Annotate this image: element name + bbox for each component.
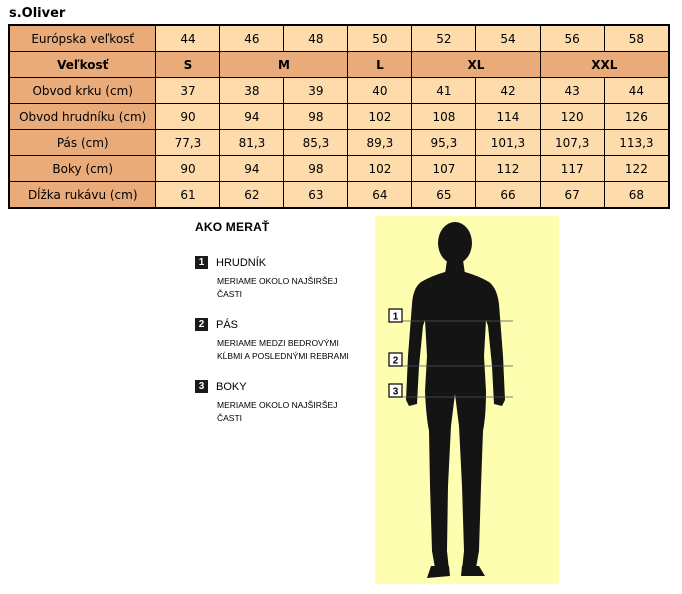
table-cell: 52 bbox=[412, 25, 476, 52]
table-cell: 102 bbox=[348, 156, 412, 182]
body-silhouette bbox=[406, 222, 505, 578]
table-cell: 58 bbox=[604, 25, 669, 52]
table-cell: 102 bbox=[348, 104, 412, 130]
table-cell: 114 bbox=[476, 104, 540, 130]
guide-title: AKO MERAŤ bbox=[195, 220, 270, 234]
step-name: HRUDNÍK bbox=[216, 256, 267, 269]
table-cell: 68 bbox=[604, 182, 669, 209]
table-cell: 117 bbox=[540, 156, 604, 182]
table-cell: 120 bbox=[540, 104, 604, 130]
size-cell: L bbox=[348, 52, 412, 78]
row-label: Veľkosť bbox=[9, 52, 156, 78]
marker-3-label: 3 bbox=[392, 386, 399, 398]
table-cell: 90 bbox=[156, 156, 220, 182]
table-cell: 66 bbox=[476, 182, 540, 209]
row-label: Obvod krku (cm) bbox=[9, 78, 156, 104]
table-cell: 43 bbox=[540, 78, 604, 104]
step-description: MERIAME MEDZI BEDROVÝMI KĹBMI A POSLEDNÝMI REBRAMI bbox=[217, 338, 349, 361]
marker-2-label: 2 bbox=[392, 355, 399, 367]
table-cell: 48 bbox=[284, 25, 348, 52]
table-cell: 63 bbox=[284, 182, 348, 209]
table-cell: 101,3 bbox=[476, 130, 540, 156]
table-cell: 107,3 bbox=[540, 130, 604, 156]
table-cell: 44 bbox=[156, 25, 220, 52]
size-label-row bbox=[9, 52, 669, 78]
table-row bbox=[9, 156, 669, 182]
table-cell: 81,3 bbox=[220, 130, 284, 156]
size-table bbox=[8, 24, 670, 209]
table-cell: 50 bbox=[348, 25, 412, 52]
size-cell: XXL bbox=[540, 52, 669, 78]
table-cell: 126 bbox=[604, 104, 669, 130]
size-cell: M bbox=[220, 52, 348, 78]
marker-1-label: 1 bbox=[392, 311, 399, 323]
table-cell: 62 bbox=[220, 182, 284, 209]
measuring-guide bbox=[195, 220, 365, 442]
row-label: Európska veľkosť bbox=[9, 25, 156, 52]
size-cell: S bbox=[156, 52, 220, 78]
table-cell: 54 bbox=[476, 25, 540, 52]
table-row bbox=[9, 104, 669, 130]
table-row bbox=[9, 130, 669, 156]
guide-step bbox=[195, 256, 365, 301]
table-cell: 42 bbox=[476, 78, 540, 104]
table-cell: 113,3 bbox=[604, 130, 669, 156]
marker-1 bbox=[389, 309, 402, 323]
table-cell: 107 bbox=[412, 156, 476, 182]
size-cell: XL bbox=[412, 52, 540, 78]
table-cell: 89,3 bbox=[348, 130, 412, 156]
table-cell: 85,3 bbox=[284, 130, 348, 156]
table-cell: 95,3 bbox=[412, 130, 476, 156]
row-label: Pás (cm) bbox=[9, 130, 156, 156]
step-number-badge: 3 bbox=[195, 380, 208, 393]
step-description: MERIAME OKOLO NAJŠIRŠEJ ČASTI bbox=[217, 400, 338, 423]
table-cell: 64 bbox=[348, 182, 412, 209]
table-cell: 46 bbox=[220, 25, 284, 52]
brand-title: s.Oliver bbox=[9, 6, 66, 21]
table-cell: 94 bbox=[220, 104, 284, 130]
step-number-badge: 1 bbox=[195, 256, 208, 269]
row-label: Boky (cm) bbox=[9, 156, 156, 182]
table-cell: 94 bbox=[220, 156, 284, 182]
table-row bbox=[9, 25, 669, 52]
table-cell: 65 bbox=[412, 182, 476, 209]
step-description: MERIAME OKOLO NAJŠIRŠEJ ČASTI bbox=[217, 276, 338, 299]
table-row bbox=[9, 78, 669, 104]
guide-step bbox=[195, 380, 365, 425]
table-cell: 112 bbox=[476, 156, 540, 182]
step-name: PÁS bbox=[216, 318, 239, 331]
table-cell: 122 bbox=[604, 156, 669, 182]
table-cell: 108 bbox=[412, 104, 476, 130]
step-number-badge: 2 bbox=[195, 318, 208, 331]
guide-step bbox=[195, 318, 365, 363]
table-cell: 67 bbox=[540, 182, 604, 209]
table-row bbox=[9, 182, 669, 209]
table-cell: 98 bbox=[284, 156, 348, 182]
figure-panel bbox=[375, 216, 559, 584]
row-label: Obvod hrudníku (cm) bbox=[9, 104, 156, 130]
table-cell: 38 bbox=[220, 78, 284, 104]
table-cell: 41 bbox=[412, 78, 476, 104]
table-cell: 40 bbox=[348, 78, 412, 104]
table-cell: 61 bbox=[156, 182, 220, 209]
marker-2 bbox=[389, 353, 402, 367]
table-cell: 39 bbox=[284, 78, 348, 104]
step-name: BOKY bbox=[216, 380, 247, 393]
body-silhouette-illustration bbox=[375, 216, 559, 584]
table-cell: 56 bbox=[540, 25, 604, 52]
row-label: Dĺžka rukávu (cm) bbox=[9, 182, 156, 209]
table-cell: 90 bbox=[156, 104, 220, 130]
table-cell: 44 bbox=[604, 78, 669, 104]
marker-3 bbox=[389, 384, 402, 398]
table-cell: 98 bbox=[284, 104, 348, 130]
table-cell: 37 bbox=[156, 78, 220, 104]
table-cell: 77,3 bbox=[156, 130, 220, 156]
